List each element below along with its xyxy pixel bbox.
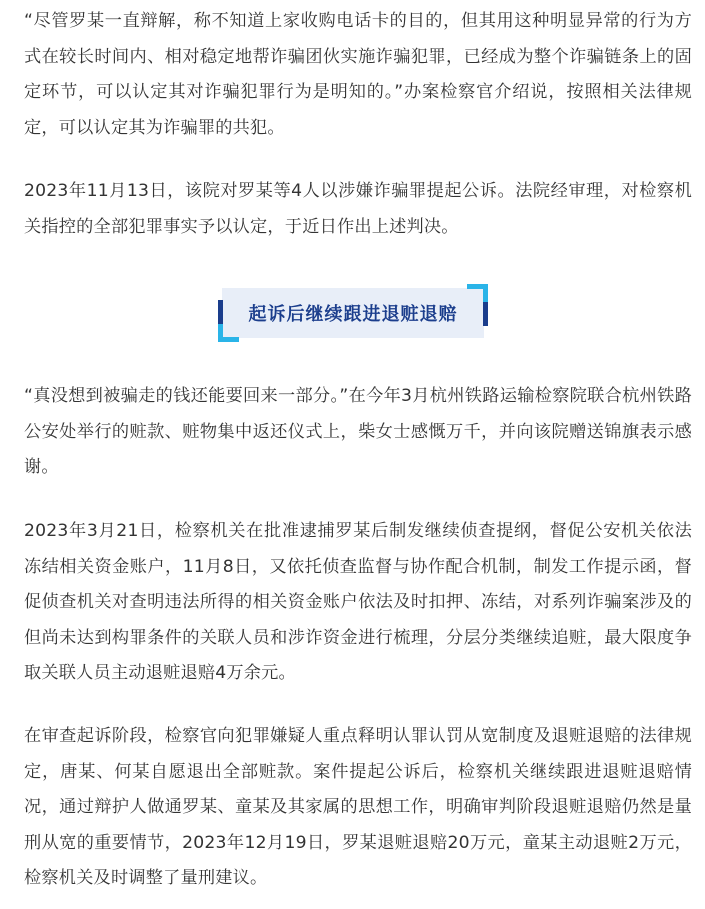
corner-bracket-bottom-left bbox=[218, 321, 239, 342]
paragraph-1: “尽管罗某一直辩解，称不知道上家收购电话卡的目的，但其用这种明显异常的行为方式在较长时间内、相对稳定地帮诈骗团伙实施诈骗犯罪，已经成为整个诈骗链条上的固定环节，可以认定其对诈骗犯罪行为是明知的。”办案检察官介绍说，按照相关法律规定，可以认定其为诈骗罪的共犯。 bbox=[24, 11, 692, 138]
paragraph-3: “真没想到被骗走的钱还能要回来一部分。”在今年3月杭州铁路运输检察院联合杭州铁路公安处举行的赃款、赃物集中返还仪式上，柴女士感慨万千，并向该院赠送锦旗表示感谢。 bbox=[24, 386, 692, 477]
paragraph-2: 2023年11月13日，该院对罗某等4人以涉嫌诈骗罪提起公诉。法院经审理，对检察机关指控的全部犯罪事实予以认定，于近日作出上述判决。 bbox=[24, 181, 692, 237]
accent-bar-right bbox=[483, 302, 488, 326]
paragraph-4: 2023年3月21日，检察机关在批准逮捕罗某后制发继续侦查提纲，督促公安机关依法冻结相关资金账户，11月8日，又依托侦查监督与协作配合机制，制发工作提示函，督促侦查机关对查明违法所得的相关资金账户依法及时扣押、冻结，对系列诈骗案涉及的但尚未达到构罪条件的关联人员和涉诈资金进行梳理，分层分类继续追赃，最大限度争取关联人员主动退赃退赔4万余元。 bbox=[24, 521, 692, 683]
paragraph-5: 在审查起诉阶段，检察官向犯罪嫌疑人重点释明认罪认罚从宽制度及退赃退赔的法律规定，唐某、何某自愿退出全部赃款。案件提起公诉后，检察机关继续跟进退赃退赔情况，通过辩护人做通罗某、童某及其家属的思想工作，明确审判阶段退赃退赔仍然是量刑从宽的重要情节，2023年12月19日，罗某退赃退赔20万元，童某主动退赃2万元，检察机关及时调整了量刑建议。 bbox=[24, 726, 692, 888]
accent-bar-left bbox=[218, 300, 223, 324]
section-heading-box bbox=[222, 288, 484, 338]
section-heading: 起诉后继续跟进退赃退赔 bbox=[248, 304, 458, 325]
section-heading-banner bbox=[222, 288, 484, 338]
